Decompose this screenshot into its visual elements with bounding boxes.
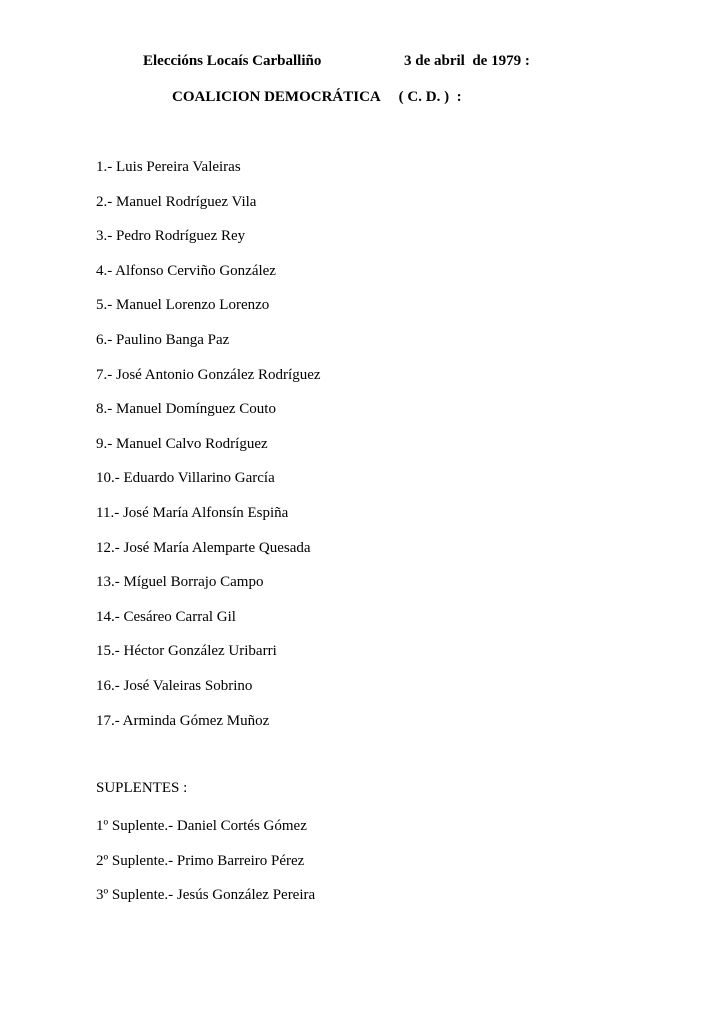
- candidate-item: 1.- Luis Pereira Valeiras: [96, 159, 241, 175]
- candidate-item: 16.- José Valeiras Sobrino: [96, 677, 253, 694]
- candidate-item: 3.- Pedro Rodríguez Rey: [96, 228, 246, 245]
- candidate-item: 13.- Míguel Borrajo Campo: [96, 574, 264, 591]
- candidate-list: [96, 157, 321, 745]
- candidate-item: 12.- José María Alemparte Quesada: [96, 539, 311, 556]
- suplentes-list: [96, 816, 315, 920]
- candidate-item: 4.- Alfonso Cerviño González: [96, 262, 276, 279]
- candidate-item: 7.- José Antonio González Rodríguez: [96, 366, 321, 383]
- party-name: COALICION DEMOCRÁTICA ( C. D. ) :: [172, 89, 462, 105]
- election-date: 3 de abril de 1979 :: [404, 53, 530, 69]
- candidate-item: 11.- José María Alfonsín Espiña: [96, 504, 289, 521]
- document-title: Eleccións Locaís Carballiño: [143, 53, 322, 69]
- candidate-item: 17.- Arminda Gómez Muñoz: [96, 712, 270, 729]
- suplente-item: 1º Suplente.- Daniel Cortés Gómez: [96, 818, 307, 834]
- candidate-item: 6.- Paulino Banga Paz: [96, 331, 230, 348]
- candidate-item: 9.- Manuel Calvo Rodríguez: [96, 435, 268, 452]
- candidate-item: 8.- Manuel Domínguez Couto: [96, 401, 276, 418]
- candidate-item: 14.- Cesáreo Carral Gil: [96, 608, 236, 625]
- candidate-item: 5.- Manuel Lorenzo Lorenzo: [96, 297, 270, 314]
- suplentes-heading: SUPLENTES :: [96, 780, 188, 796]
- suplente-item: 3º Suplente.- Jesús González Pereira: [96, 887, 316, 904]
- candidate-item: 2.- Manuel Rodríguez Vila: [96, 193, 257, 210]
- suplente-item: 2º Suplente.- Primo Barreiro Pérez: [96, 852, 305, 869]
- candidate-item: 15.- Héctor González Uribarri: [96, 643, 277, 660]
- candidate-item: 10.- Eduardo Villarino García: [96, 470, 275, 487]
